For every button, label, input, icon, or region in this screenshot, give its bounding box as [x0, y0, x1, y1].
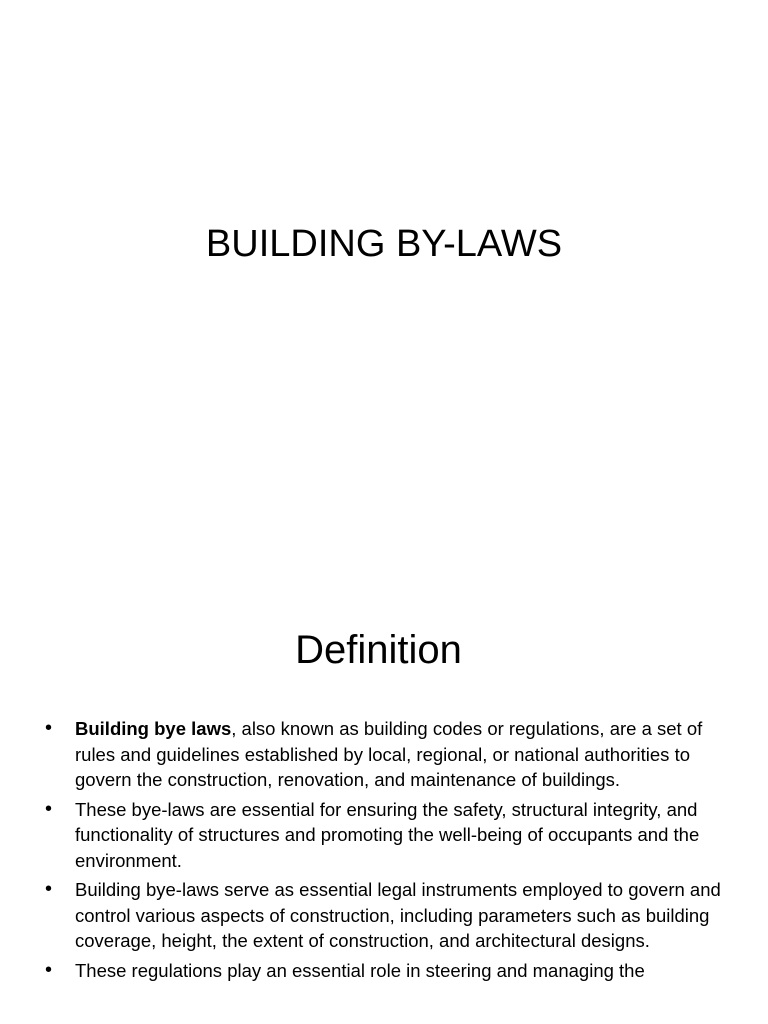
bullet-item-4	[45, 958, 725, 984]
bullet-icon: •	[45, 958, 53, 981]
bullet-icon: •	[45, 717, 53, 739]
bullet-icon: •	[45, 797, 53, 820]
bullet-item-3	[45, 877, 725, 954]
bullet-bold-term: Building bye laws	[75, 718, 232, 739]
bullet-item-2	[45, 797, 725, 874]
bullet-text: These regulations play an essential role in steering and managing the	[75, 959, 645, 981]
definition-bullet-list	[45, 716, 725, 987]
definition-heading: Definition	[295, 628, 462, 672]
bullet-text: These bye-laws are essential for ensuring the safety, structural integrity, and functionality of structures and promoting the well-being of occupants and the environment.	[75, 798, 700, 871]
bullet-item-1	[45, 716, 725, 793]
bullet-icon: •	[45, 878, 53, 900]
bullet-text: , also known as building codes or regulations, are a set of rules and guidelines established by local, regional, or national authorities to govern the construction, renovation, and maintenance of buildings.	[75, 718, 703, 790]
slide-title: BUILDING BY-LAWS	[205, 223, 563, 265]
bullet-text: Building bye-laws serve as essential legal instruments employed to govern and control various aspects of construction, including parameters such as building coverage, height, the extent of construction, and architectural designs.	[75, 879, 721, 951]
